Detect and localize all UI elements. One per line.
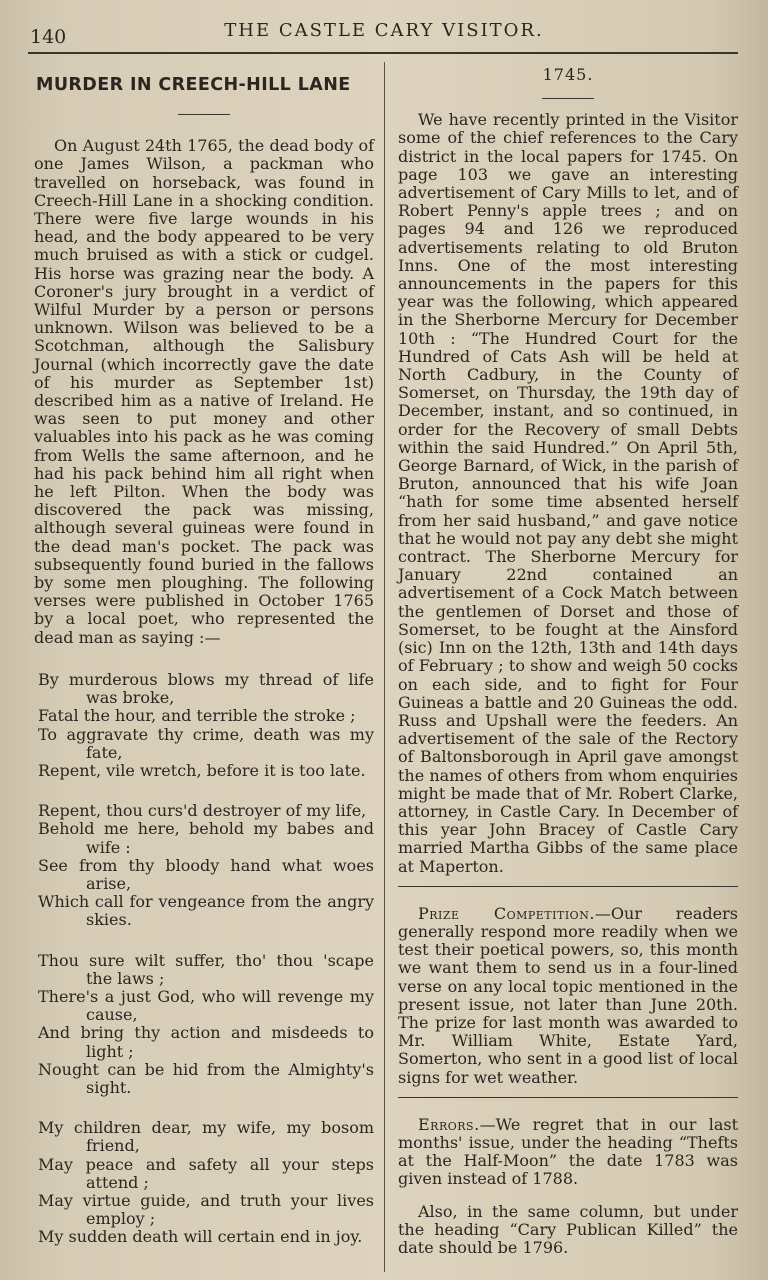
poem-line: Thou sure wilt suffer, tho' thou 'scape the laws ; bbox=[38, 950, 374, 988]
murder-article-body: On August 24th 1765, the dead body of one James Wilson, a packman who travelled on horseback, was found in Creech-Hill Lane in a shocking condition. There were five large wounds in his head, and the body appeared to be very much bruised as with a stick or cudgel. His horse was grazing near the body. A Coroner's jury brought in a verdict of Wilful Murder by a person or persons unknown. Wilson was believed to be a Scotchman, although the Salisbury Journal (which incorrectly gave the date of his murder as September 1st) described him as a native of Ireland. He was seen to put money and other valuables into his pack as he was coming from Wells the same afternoon, and he had his pack behind him all right when he left Pilton. When the body was discovered the pack was missing, although several guineas were found in the dead man's pocket. The pack was subsequently found buried in the fallows by some men ploughing. The following verses were published in October 1765 by a local poet, who represented the dead man as saying :— bbox=[34, 136, 374, 647]
prize-body: —Our readers generally respond more readily when we test their poetical powers, so, this month we want them to send us in a four-lined verse on any local topic mentioned in the present issue, not later than June 20th. The prize for last month was awarded to Mr. William White, Estate Yard, Somerton, who sent in a good list of local signs for wet weather. bbox=[398, 903, 738, 1087]
poem-line: There's a just God, who will revenge my cause, bbox=[38, 986, 374, 1025]
header-rule bbox=[28, 52, 738, 54]
page-number: 140 bbox=[30, 26, 67, 48]
year-article-title: 1745. bbox=[542, 65, 594, 84]
poem-line: Which call for vengeance from the angry skies. bbox=[38, 892, 374, 930]
poem-line: By murderous blows my thread of life was broke, bbox=[38, 669, 374, 708]
poem-line: My children dear, my wife, my bosom friend, bbox=[38, 1118, 374, 1156]
poem-line: May peace and safety all your steps attend ; bbox=[38, 1154, 374, 1192]
errors-heading: Errors. bbox=[418, 1114, 480, 1134]
poem-line: And bring thy action and misdeeds to light ; bbox=[38, 1023, 374, 1061]
murder-article-title: MURDER IN CREECH-HILL LANE bbox=[36, 75, 351, 95]
errors-note-continued: Also, in the same column, but under the heading “Cary Publican Killed” the date should be 1796. bbox=[398, 1201, 738, 1257]
section-rule bbox=[398, 1097, 738, 1098]
poem-line: Fatal the hour, and terrible the stroke ; bbox=[38, 706, 356, 726]
poem-line: My sudden death will certain end in joy. bbox=[38, 1227, 363, 1247]
poem-stanza bbox=[34, 952, 374, 1098]
poem-line: Behold me here, behold my babes and wife : bbox=[38, 819, 374, 857]
poem-line: See from thy bloody hand what woes arise, bbox=[38, 855, 374, 893]
poem-stanza bbox=[34, 671, 374, 780]
section-rule bbox=[398, 886, 738, 887]
poem-stanza bbox=[34, 1119, 374, 1246]
errors-body: —We regret that in our last months' issue, under the heading “Thefts at the Half-Moon” the date 1783 was given instead of 1788. bbox=[398, 1114, 738, 1189]
poem bbox=[34, 671, 374, 1247]
right-column bbox=[398, 62, 738, 1257]
title-rule bbox=[178, 114, 230, 115]
poem-line: Repent, vile wretch, before it is too late. bbox=[38, 760, 366, 780]
poem-line: To aggravate thy crime, death was my fate, bbox=[38, 724, 374, 762]
poem-line: May virtue guide, and truth your lives employ ; bbox=[38, 1190, 374, 1229]
spacer bbox=[398, 1189, 738, 1203]
column-divider bbox=[384, 62, 385, 1272]
title-rule bbox=[542, 98, 594, 99]
prize-heading: Prize Competition. bbox=[418, 903, 595, 923]
prize-competition-note bbox=[398, 905, 738, 1087]
left-column bbox=[34, 62, 374, 1269]
year-article-body: We have recently printed in the Visitor some of the chief references to the Cary district in the local papers for 1745. On page 103 we gave an interesting advertisement of Cary Mills to let, and of Robert Penny's apple trees ; and on pages 94 and 126 we reproduced advertisements relating to old Bruton Inns. One of the most interesting announcements in the papers for this year was the following, which appeared in the Sherborne Mercury for December 10th : “The Hundred Court for the Hundred of Cats Ash will be held at North Cadbury, in the County of Somerset, on Thursday, the 19th day of December, instant, and so continued, in order for the Recovery of small Debts within the said Hundred.” On April 5th, George Barnard, of Wick, in the parish of Bruton, announced that his wife Joan “hath for some time absented herself from her said husband,” and gave notice that he would not pay any debt she might contract. The Sherborne Mercury for January 22nd contained an advertisement of a Cock Match between the gentlemen of Dorset and those of Somerset, to be fought at the Ainsford (sic) Inn on the 12th, 13th and 14th days of February ; to show and weigh 50 cocks on each side, and to fight for Four Guineas a battle and 20 Guineas the odd. Russ and Upshall were the feeders. An advertisement of the sale of the Rectory of Baltonsborough in April gave amongst the names of others from whom enquiries might be made that of Mr. Robert Clarke, attorney, in Castle Cary. In December of this year John Bracey of Castle Cary married Martha Gibbs of the same place at Maperton. bbox=[398, 110, 738, 876]
poem-line: Nought can be hid from the Almighty's sight. bbox=[38, 1059, 374, 1097]
errors-note bbox=[398, 1116, 738, 1189]
poem-line: Repent, thou curs'd destroyer of my life, bbox=[38, 801, 367, 821]
running-title: THE CASTLE CARY VISITOR. bbox=[224, 20, 544, 41]
poem-stanza bbox=[34, 802, 374, 929]
